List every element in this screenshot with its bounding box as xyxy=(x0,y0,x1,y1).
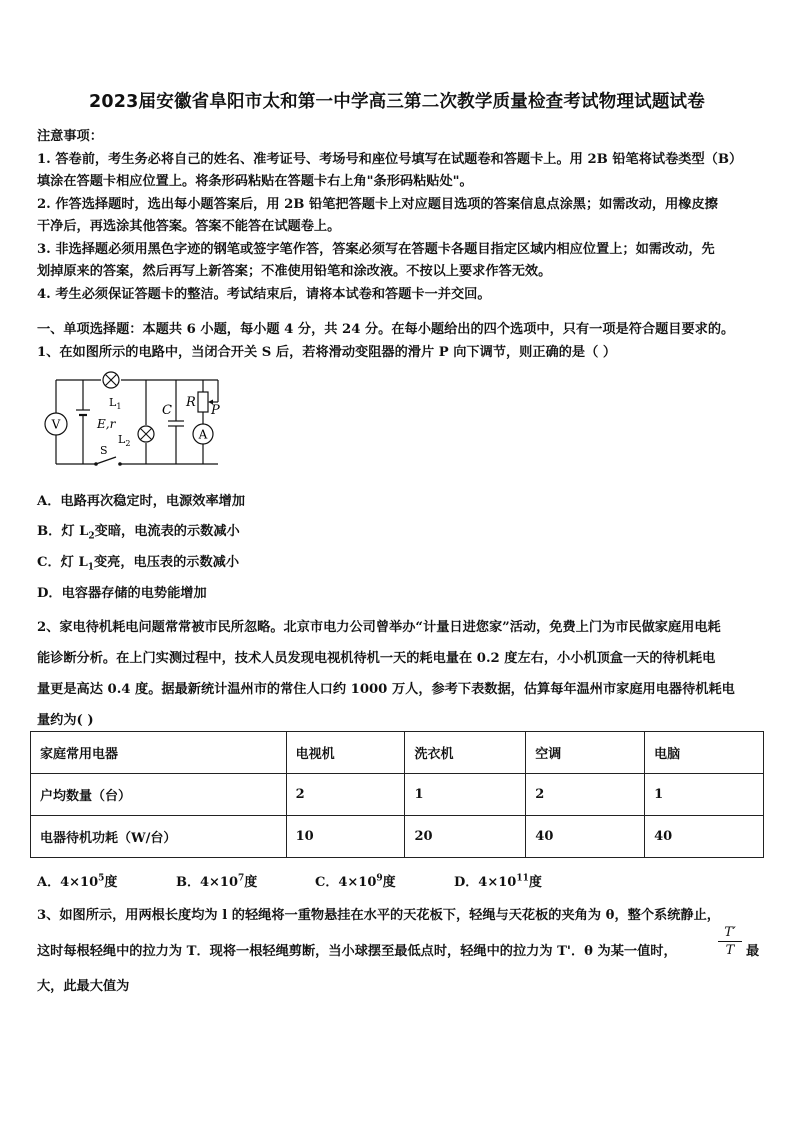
fraction-t-prime-over-t xyxy=(718,925,742,958)
circuit-diagram xyxy=(38,362,228,470)
question-1-stem: 1、在如图所示的电路中，当闭合开关 S 后，若将滑动变阻器的滑片 P 向下调节，则正确的是（ ） xyxy=(37,345,617,360)
table-cell: 40 xyxy=(526,816,645,858)
notice-line: 4. 考生必须保证答题卡的整洁。考试结束后，请将本试卷和答题卡一并交回。 xyxy=(37,287,491,302)
lamp-l2-icon xyxy=(138,426,154,442)
question-3-line: 3、如图所示，用两根长度均为 l 的轻绳将一重物悬挂在水平的天花板下，轻绳与天花板的夹角为 θ，整个系统静止， xyxy=(37,908,720,923)
question-2-line: 量约为( ) xyxy=(37,713,94,728)
page-title: 2023届安徽省阜阳市太和第一中学高三第二次教学质量检查考试物理试题试卷 xyxy=(89,92,705,112)
notice-line: 干净后，再选涂其他答案。答案不能答在试题卷上。 xyxy=(37,219,341,234)
table-row xyxy=(31,816,764,858)
question-1-option-b: B．灯 $L_2$变暗，电流表的示数减小 xyxy=(37,524,240,542)
notice-heading: 注意事项： xyxy=(37,129,103,144)
label-l1: $L_1$ xyxy=(109,396,122,411)
question-2-line: 能诊断分析。在上门实测过程中，技术人员发现电视机待机一天的耗电量在 0.2 度左右，小小机顶盒一天的待机耗电 xyxy=(37,651,716,666)
fraction-denominator: T xyxy=(725,943,735,958)
switch-contact-icon xyxy=(94,462,98,466)
table-cell: 2 xyxy=(286,774,405,816)
section-heading: 一、单项选择题：本题共 6 小题，每小题 4 分，共 24 分。在每小题给出的四个选项中，只有一项是符合题目要求的。 xyxy=(37,322,735,337)
notice-line: 1. 答卷前，考生务必将自己的姓名、准考证号、考场号和座位号填写在试题卷和答题卡上。用 2B 铅笔将试卷类型（B） xyxy=(37,152,743,167)
question-2-option-d: D．$4\times 10^{11}$度 xyxy=(454,873,542,890)
table-row xyxy=(31,774,764,816)
question-1-option-c: C．灯 $L_1$变亮，电压表的示数减小 xyxy=(37,555,240,573)
table-header-cell: 电视机 xyxy=(286,732,405,774)
appliance-table xyxy=(30,731,764,858)
question-3-line-end: 最 xyxy=(746,944,760,959)
table-cell: 10 xyxy=(286,816,405,858)
question-3-line: 大，此最大值为 xyxy=(37,979,130,994)
question-2-option-c: C．$4\times 10^9$度 xyxy=(315,873,396,890)
question-3-line: 这时每根轻绳中的拉力为 T．现将一根轻绳剪断，当小球摆至最低点时，轻绳中的拉力为 T'．θ 为某一值时， xyxy=(37,944,677,959)
question-1-option-a: A．电路再次稳定时，电源效率增加 xyxy=(37,494,246,509)
table-cell: 20 xyxy=(405,816,526,858)
notice-line: 划掉原来的答案，然后再写上新答案；不准使用铅笔和涂改液。不按以上要求作答无效。 xyxy=(37,264,552,279)
question-1-option-d: D．电容器存储的电势能增加 xyxy=(37,586,207,601)
label-switch: S xyxy=(100,444,108,457)
question-2-option-b: B．$4\times 10^7$度 xyxy=(176,873,258,890)
table-cell: 1 xyxy=(405,774,526,816)
label-l2: $L_2$ xyxy=(118,433,131,448)
label-capacitor: C xyxy=(162,403,172,418)
question-2-line: 2、家电待机耗电问题常常被市民所忽略。北京市电力公司曾举办“计量日进您家”活动，免费上门为市民做家庭用电耗 xyxy=(37,620,721,635)
ammeter-label: A xyxy=(198,427,208,442)
table-header-cell: 空调 xyxy=(526,732,645,774)
label-emf: E,r xyxy=(97,417,116,431)
switch-contact-icon xyxy=(118,462,122,466)
table-header-cell: 电脑 xyxy=(645,732,764,774)
notice-line: 填涂在答题卡相应位置上。将条形码粘贴在答题卡右上角"条形码粘贴处"。 xyxy=(37,174,473,189)
question-2-line: 量更是高达 0.4 度。据最新统计温州市的常住人口约 1000 万人，参考下表数据，估算每年温州市家庭用电器待机耗电 xyxy=(37,682,735,697)
table-cell: 2 xyxy=(526,774,645,816)
label-slider: P xyxy=(211,403,220,418)
table-cell: 1 xyxy=(645,774,764,816)
table-cell: 电器待机功耗（W/台） xyxy=(31,816,287,858)
label-resistor: R xyxy=(186,395,196,410)
table-cell: 户均数量（台） xyxy=(31,774,287,816)
table-cell: 40 xyxy=(645,816,764,858)
table-header-cell: 家庭常用电器 xyxy=(31,732,287,774)
lamp-l1-icon xyxy=(103,372,119,388)
question-2-option-a: A．$4\times 10^5$度 xyxy=(37,873,118,890)
voltmeter-label: V xyxy=(51,417,61,432)
table-header-row xyxy=(31,732,764,774)
fraction-numerator: T′ xyxy=(718,925,742,942)
notice-line: 2. 作答选择题时，选出每小题答案后，用 2B 铅笔把答题卡上对应题目选项的答案信息点涂黑；如需改动，用橡皮擦 xyxy=(37,197,718,212)
table-header-cell: 洗衣机 xyxy=(405,732,526,774)
notice-line: 3. 非选择题必须用黑色字迹的钢笔或签字笔作答，答案必须写在答题卡各题目指定区域内相应位置上；如需改动，先 xyxy=(37,242,715,257)
